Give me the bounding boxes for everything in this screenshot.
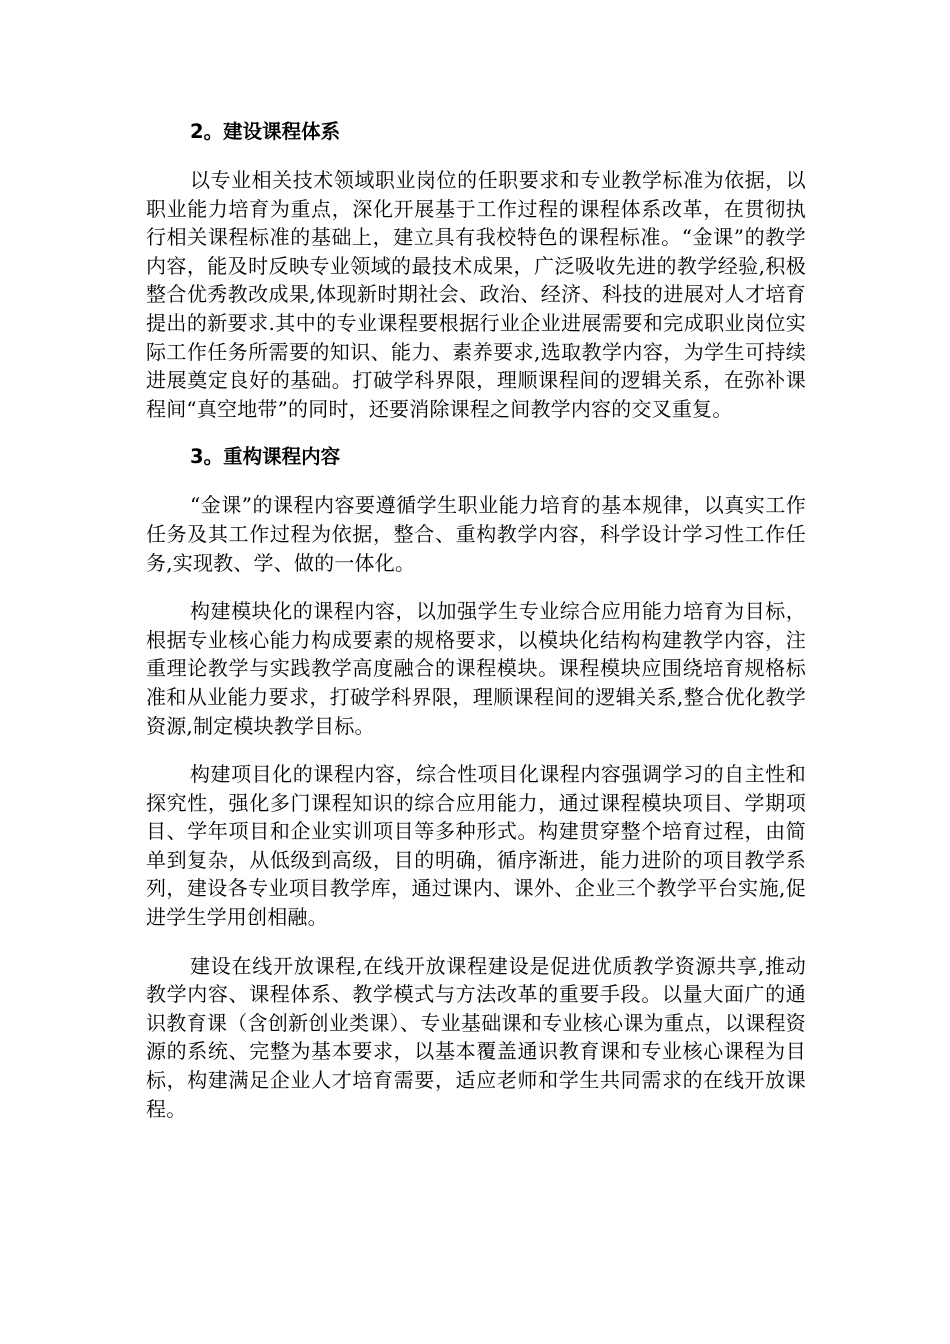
document-page: [146, 118, 806, 1123]
section-build-curriculum-system: [146, 118, 806, 423]
section-restructure-course-content: [146, 443, 806, 1123]
paragraph: 建设在线开放课程,在线开放课程建设是促进优质教学资源共享,推动教学内容、课程体系、教学模式与方法改革的重要手段。以量大面广的通识教育课（含创新创业类课）、专业基础课和专业核心课为重点，以课程资源的系统、完整为基本要求，以基本覆盖通识教育课和专业核心课程为目标，构建满足企业人才培育需要，适应老师和学生共同需求的在线开放课程。: [146, 953, 806, 1121]
section-heading: 3。重构课程内容: [190, 445, 341, 469]
paragraph: “金课”的课程内容要遵循学生职业能力培育的基本规律，以真实工作任务及其工作过程为依据，整合、重构教学内容，科学设计学习性工作任务,实现教、学、做的一体化。: [146, 493, 806, 575]
paragraph: 以专业相关技术领域职业岗位的任职要求和专业教学标准为依据，以职业能力培育为重点，深化开展基于工作过程的课程体系改革，在贯彻执行相关课程标准的基础上，建立具有我校特色的课程标准。“金课”的教学内容，能及时反映专业领域的最技术成果，广泛吸收先进的教学经验,积极整合优秀教改成果,体现新时期社会、政治、经济、科技的进展对人才培育提出的新要求.其中的专业课程要根据行业企业进展需要和完成职业岗位实际工作任务所需要的知识、能力、素养要求,选取教学内容，为学生可持续进展奠定良好的基础。打破学科界限，理顺课程间的逻辑关系，在弥补课程间“真空地带”的同时，还要消除课程之间教学内容的交叉重复。: [146, 168, 806, 421]
section-heading: 2。建设课程体系: [190, 120, 341, 143]
paragraph: 构建模块化的课程内容，以加强学生专业综合应用能力培育为目标，根据专业核心能力构成要素的规格要求，以模块化结构构建教学内容，注重理论教学与实践教学高度融合的课程模块。课程模块应围绕培育规格标准和从业能力要求，打破学科界限，理顺课程间的逻辑关系,整合优化教学资源,制定模块教学目标。: [146, 599, 806, 738]
paragraph: 构建项目化的课程内容，综合性项目化课程内容强调学习的自主性和探究性，强化多门课程知识的综合应用能力，通过课程模块项目、学期项目、学年项目和企业实训项目等多种形式。构建贯穿整个培育过程，由简单到复杂，从低级到高级，目的明确，循序渐进，能力进阶的项目教学系列，建设各专业项目教学库，通过课内、课外、企业三个教学平台实施,促进学生学用创相融。: [146, 762, 806, 930]
